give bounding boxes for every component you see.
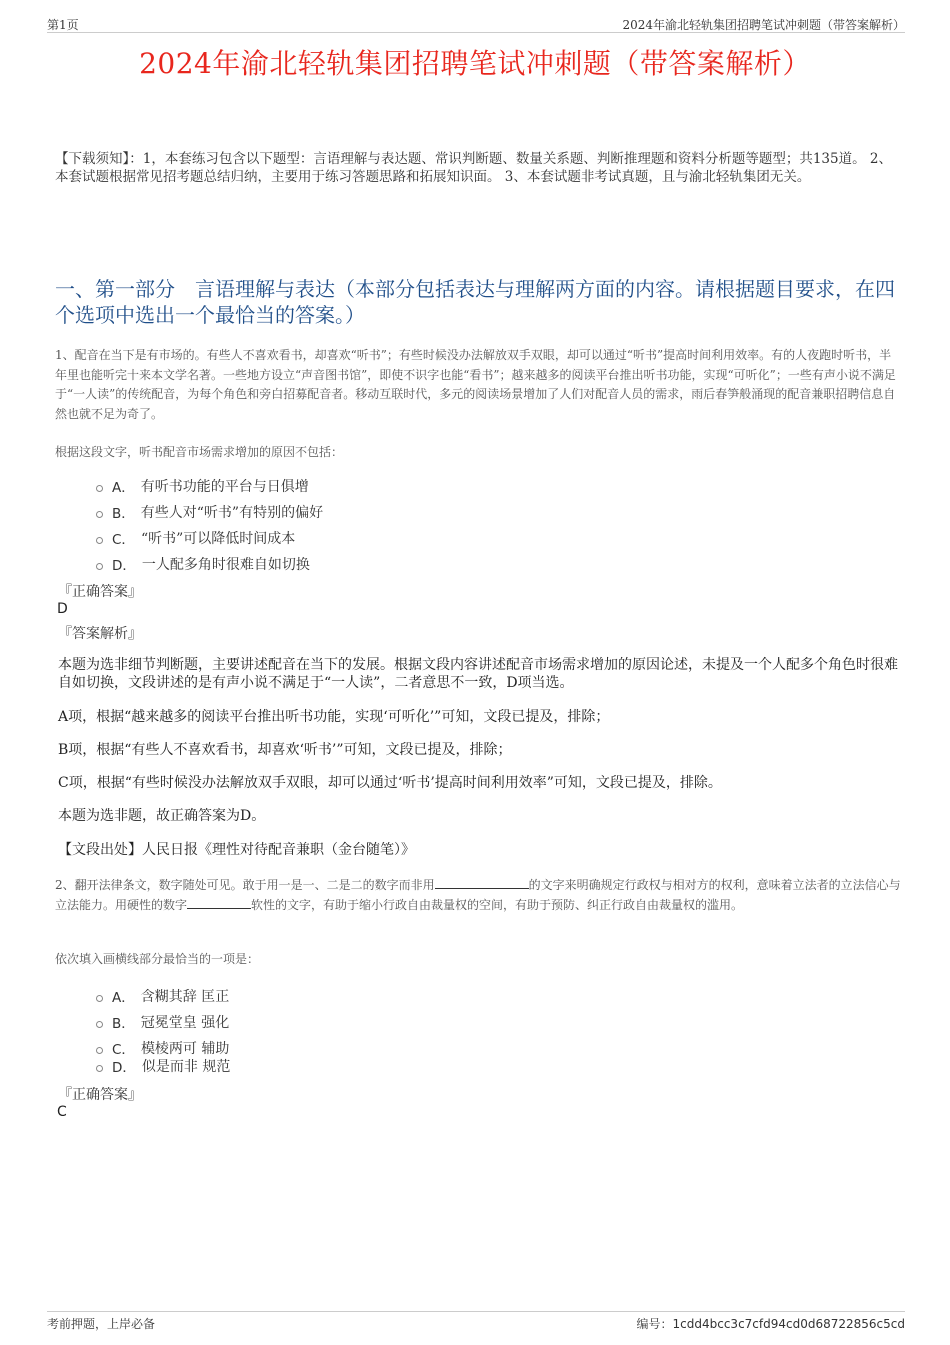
radio-icon[interactable] [96,1021,103,1028]
section-heading: 一、第一部分 言语理解与表达（本部分包括表达与理解两方面的内容。请根据题目要求，在四个选项中选出一个最恰当的答案。） [55,277,895,327]
fill-blank [435,876,529,889]
question-1-text: 1、配音在当下是有市场的。有些人不喜欢看书，却喜欢“听书”；有些时候没办法解放双手双眼，却可以通过“听书”提高时间利用效率。有的人夜跑时听书，半年里也能听完十来本文学名著。一些地方设立“声音图书馆”，即使不识字也能“看书”；越来越多的阅读平台推出听书功能，实现“可听化”；一些有声小说不满足于“一人读”的传统配音，为每个角色和旁白招募配音者。移动互联时代，多元的阅读场景增加了人们对配音人员的需求，雨后春笋般涌现的配音兼职招聘信息自然也就不足为奇了。 [55,348,896,421]
q1-answer: D [57,601,68,617]
q2-answer: C [57,1104,67,1120]
q1-source: 【文段出处】人民日报《理性对待配音兼职（金台随笔）》 [58,842,415,858]
footer-slogan: 考前押题，上岸必备 [47,1317,156,1331]
q2-option-c[interactable]: C． 模棱两可 辅助 [96,1038,496,1058]
page-header [47,14,905,33]
radio-icon[interactable] [96,563,103,570]
q2-option-a[interactable]: A． 含糊其辞 匡正 [96,986,496,1006]
radio-icon[interactable] [96,511,103,518]
radio-icon[interactable] [96,485,103,492]
header-doc-title: 2024年渝北轻轨集团招聘笔试冲刺题（带答案解析） [622,18,905,32]
radio-icon[interactable] [96,1047,103,1054]
q1-analysis-paragraph: 本题为选非题，故正确答案为D。 [58,808,266,824]
q1-option-b[interactable]: B． 有些人对“听书”有特别的偏好 [96,502,496,522]
download-notice: 【下载须知】：1，本套练习包含以下题型：言语理解与表达题、常识判断题、数量关系题、判断推理题和资料分析题等题型；共135道。 2、本套试题根据常见招考题总结归纳，主要用于练习答题思路和拓展知识面。 3、本套试题非考试真题，且与渝北轻轨集团无关。 [55,151,892,185]
q1-option-c[interactable]: C． “听书”可以降低时间成本 [96,528,496,548]
radio-icon[interactable] [96,995,103,1002]
q1-answer-label: 『正确答案』 [58,584,142,600]
q2-option-b[interactable]: B． 冠冕堂皇 强化 [96,1012,496,1032]
page-number: 第1页 [47,18,79,32]
q1-analysis-paragraph: A项，根据“越来越多的阅读平台推出听书功能，实现‘可听化’”可知，文段已提及，排除； [58,709,610,725]
q1-option-a[interactable]: A． 有听书功能的平台与日俱增 [96,476,496,496]
fill-blank [187,896,251,909]
document-id: 编号：1cdd4bcc3c7cfd94cd0d68722856c5cd [636,1317,905,1331]
page-footer [47,1311,905,1332]
q2-option-d[interactable]: D． 似是而非 规范 [96,1056,496,1076]
q1-analysis-paragraph: 本题为选非细节判断题，主要讲述配音在当下的发展。根据文段内容讲述配音市场需求增加的原因论述，未提及一个人配多个角色时很难自如切换，文段讲述的是有声小说不满足于“一人读”，二者意思不一致，D项当选。 [58,657,898,691]
document-title: 2024年渝北轻轨集团招聘笔试冲刺题（带答案解析） [139,47,811,80]
question-2-text: 2、翻开法律条文，数字随处可见。敢于用一是一、二是二的数字而非用 的文字来明确规定行政权与相对方的权利，意味着立法者的立法信心与立法能力。用硬性的数字 软性的文字，有助于缩小行政自由裁量权的空间，有助于预防、纠正行政自由裁量权的滥用。 [55,878,901,912]
q1-analysis-paragraph: B项，根据“有些人不喜欢看书，却喜欢‘听书’”可知，文段已提及，排除； [58,742,512,758]
question-1-prompt: 根据这段文字，听书配音市场需求增加的原因不包括： [55,445,344,459]
q1-option-d[interactable]: D． 一人配多角时很难自如切换 [96,554,496,574]
radio-icon[interactable] [96,1065,103,1072]
radio-icon[interactable] [96,537,103,544]
q1-analysis-label: 『答案解析』 [58,626,142,642]
question-2-prompt: 依次填入画横线部分最恰当的一项是： [55,952,260,966]
q2-answer-label: 『正确答案』 [58,1087,142,1103]
q1-analysis-paragraph: C项，根据“有些时候没办法解放双手双眼，却可以通过‘听书’提高时间利用效率”可知，文段已提及，排除。 [58,775,722,791]
